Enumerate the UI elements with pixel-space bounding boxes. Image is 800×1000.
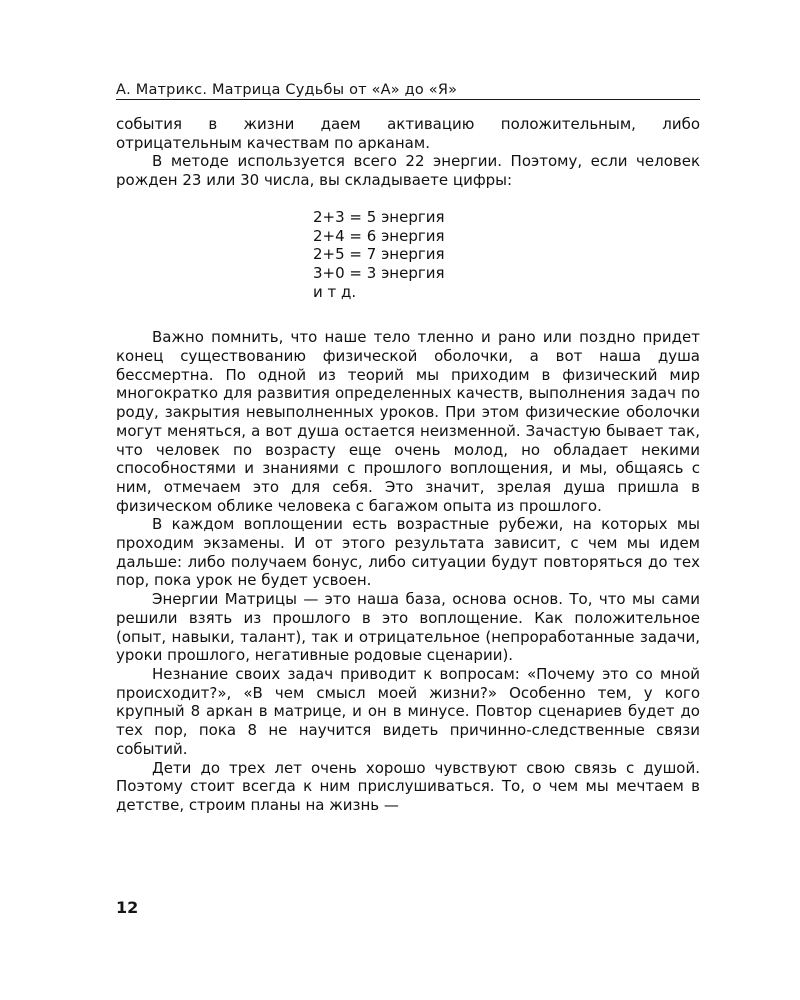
formula-list xyxy=(313,208,700,302)
paragraph: Энергии Матрицы — это наша база, основа основ. То, что мы сами решили взять из прошлого в это воплощение. Как положительное (опыт, навыки, талант), так и отрицательное (непроработанные задачи, уроки прошлого, негативные родовые сценарии). xyxy=(116,590,700,665)
formula-line: и т д. xyxy=(313,282,357,301)
paragraph: Важно помнить, что наше тело тленно и рано или поздно придет конец существованию физической оболочки, а вот наша душа бессмертна. По одной из теорий мы приходим в физический мир многократко для развития определенных качеств, выполнения задач по роду, закрытия невыполненных уроков. При этом физические оболочки могут меняться, а вот душа остается неизменной. Зачастую бывает так, что человек по возрасту еще очень молод, но обладает некими способностями и знаниями с прошлого воплощения, и мы, общаясь с ним, отмечаем это для себя. Это значит, зрелая душа пришла в физическом облике человека с багажом опыта из прошлого. xyxy=(116,328,700,515)
paragraph: В каждом воплощении есть возрастные рубежи, на которых мы проходим экзамены. И от этого результата зависит, с чем мы идем дальше: либо получаем бонус, либо ситуации будут повторяться до тех пор, пока урок не будет усвоен. xyxy=(116,515,700,590)
paragraph: Дети до трех лет очень хорошо чувствуют свою связь с душой. Поэтому стоит всегда к ним прислушиваться. То, о чем мы мечтаем в детстве, строим планы на жизнь — xyxy=(116,758,700,814)
paragraph: Незнание своих задач приводит к вопросам: «Почему это со мной происходит?», «В чем смысл моей жизни?» Особенно тем, у кого крупный 8 аркан в матрице, и он в минусе. Повтор сценариев будет до тех пор, пока 8 не научится видеть причинно-следственные связи событий. xyxy=(116,664,700,758)
formula-line: 2+5 = 7 энергия xyxy=(313,245,445,264)
formula-line: 3+0 = 3 энергия xyxy=(313,263,445,282)
formula-line: 2+3 = 5 энергия xyxy=(313,207,445,226)
formula-line: 2+4 = 6 энергия xyxy=(313,226,445,245)
page-number: 12 xyxy=(116,898,139,917)
paragraph: события в жизни даем активацию положительным, либо отрицательным качествам по арканам. xyxy=(116,115,700,152)
body-text xyxy=(116,115,700,815)
header-rule xyxy=(116,99,700,100)
paragraph: В методе используется всего 22 энергии. Поэтому, если человек рожден 23 или 30 числа, вы складываете цифры: xyxy=(116,152,700,190)
running-head: А. Матрикс. Матрица Судьбы от «А» до «Я» xyxy=(116,82,458,98)
